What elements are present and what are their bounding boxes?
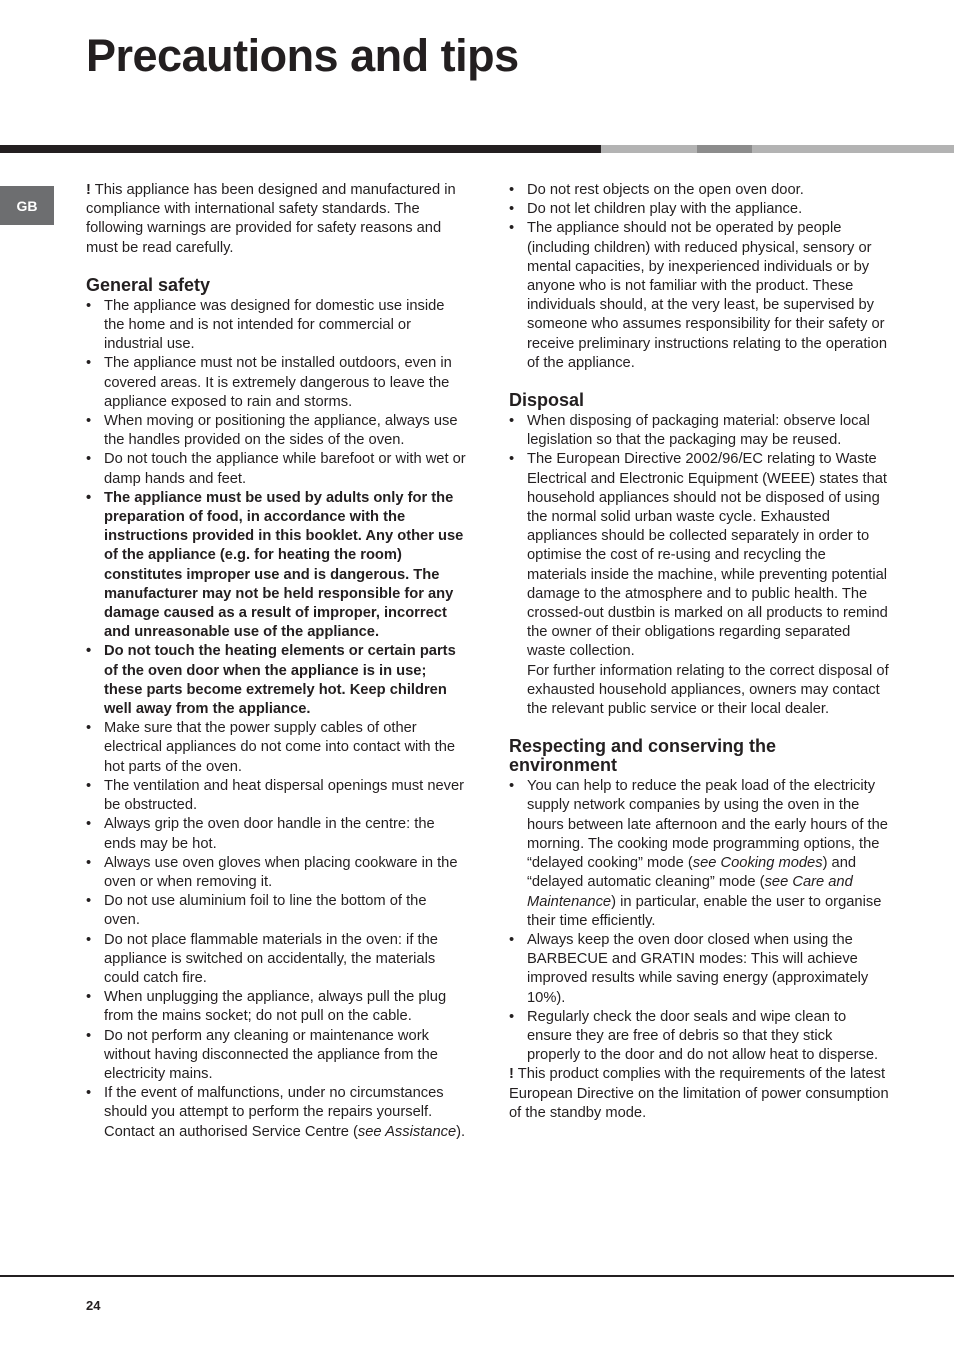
cross-reference: see Cooking modes — [692, 855, 823, 872]
cross-reference: see Care and Maintenance — [527, 874, 853, 910]
list-item-text: You can help to reduce the peak load of the electricity supply network companies by using the oven in the hours between late afternoon and the early hours of the morning. The cooking mode programming options, the “delayed cooking” mode ( — [527, 778, 888, 872]
list-item — [509, 1008, 889, 1066]
list-item — [86, 1084, 466, 1142]
cross-reference: see Assistance — [357, 1123, 457, 1140]
note-mark: ! — [86, 182, 91, 198]
disposal-list — [509, 412, 889, 662]
list-item — [86, 777, 466, 815]
bullet: • — [86, 989, 92, 1006]
list-item-text: Do not place flammable materials in the oven: if the appliance is switched on accidentally, the materials could catch fire. — [104, 931, 438, 986]
bullet: • — [509, 451, 515, 468]
bullet: • — [509, 1008, 515, 1025]
bullet: • — [86, 1027, 92, 1044]
list-item-text: ) in particular, enable the user to organise their time efficiently. — [527, 893, 882, 929]
list-item — [509, 200, 889, 219]
list-item — [86, 931, 466, 989]
header-rule-light — [601, 145, 697, 153]
list-item-text: ). — [456, 1123, 466, 1140]
list-item-text: Always use oven gloves when placing cookware in the oven or when removing it. — [104, 854, 458, 890]
intro-text: This appliance has been designed and manufactured in compliance with international safety standards. The following warnings are provided for safety reasons and must be read carefully. — [86, 182, 456, 256]
intro-note — [86, 181, 466, 258]
list-item-text: The appliance must be used by adults only for the preparation of food, in accordance with the instructions provided in this booklet. Any other use of the appliance (e.g. for heating the room) constitutes improper use and is dangerous. The manufacturer may not be held responsible for any damage caused as a result of improper, incorrect and unreasonable use of the appliance. — [104, 489, 464, 641]
final-note-text: This product complies with the requirements of the latest European Directive on the limitation of power consumption of the standby mode. — [509, 1066, 889, 1121]
bullet: • — [86, 413, 92, 430]
bullet: • — [509, 182, 515, 198]
general-safety-list — [86, 297, 466, 1142]
bullet: • — [86, 854, 92, 871]
bullet: • — [86, 489, 92, 506]
bullet: • — [509, 931, 515, 948]
list-item — [86, 815, 466, 853]
list-item-text: When disposing of packaging material: observe local legislation so that the packaging may be reused. — [527, 413, 870, 449]
list-item — [509, 219, 889, 373]
header-rule-light — [752, 145, 954, 153]
page-number: 24 — [86, 1298, 101, 1313]
list-item — [86, 892, 466, 930]
page-title: Precautions and tips — [86, 30, 519, 81]
list-item-text: The appliance should not be operated by people (including children) with reduced physical, sensory or mental capacities, by inexperienced individuals or by anyone who is not familiar with the product. These individuals should, at the very least, be supervised by someone who assumes responsibility for their safety or receive preliminary instructions relating to the operation of the appliance. — [527, 220, 888, 371]
list-item — [86, 450, 466, 488]
bullet: • — [86, 297, 92, 314]
list-item-text: If the event of malfunctions, under no circumstances should you attempt to perform the repairs yourself. Contact an authorised Service Centre ( — [104, 1085, 444, 1140]
bullet: • — [509, 778, 515, 795]
list-item — [86, 1027, 466, 1085]
list-item — [86, 354, 466, 412]
list-item-text: When moving or positioning the appliance, always use the handles provided on the sides of the oven. — [104, 413, 458, 449]
list-item-warning — [86, 489, 466, 643]
list-item-text: The European Directive 2002/96/EC relating to Waste Electrical and Electronic Equipment (WEEE) states that household appliances should not be disposed of using the normal solid urban waste cycle. Exhausted appliances should be collected separately in order to optimise the cost of re-using and recycling the materials inside the machine, while preventing potential damage to the atmosphere and to public health. The crossed-out dustbin is marked on all products to remind the owner of their obligations regarding separated waste collection. — [527, 451, 888, 660]
list-item — [509, 777, 889, 931]
bullet: • — [86, 1085, 92, 1102]
list-item — [509, 412, 889, 450]
bullet: • — [509, 220, 515, 237]
disposal-continuation: For further information relating to the correct disposal of exhausted household appliances, owners may contact the relevant public service or their local dealer. — [527, 662, 889, 718]
list-item-text: The appliance must not be installed outdoors, even in covered areas. It is extremely dangerous to leave the appliance exposed to rain and storms. — [104, 355, 452, 410]
list-item-text: Do not rest objects on the open oven door. — [527, 182, 804, 198]
list-item — [509, 931, 889, 1008]
bullet: • — [509, 201, 515, 218]
bullet: • — [86, 931, 92, 948]
list-item-text: Do not perform any cleaning or maintenance work without having disconnected the appliance from the electricity mains. — [104, 1027, 438, 1082]
environment-list — [509, 777, 889, 1065]
list-item-text: Do not touch the appliance while barefoot or with wet or damp hands and feet. — [104, 451, 466, 487]
list-item-text: Do not touch the heating elements or certain parts of the oven door when the appliance is in use; these parts become extremely hot. Keep children well away from the appliance. — [104, 643, 456, 718]
list-item-text: Regularly check the door seals and wipe clean to ensure they are free of debris so that they stick properly to the door and do not allow heat to disperse. — [527, 1008, 879, 1064]
environment-heading: Respecting and conserving the environment — [509, 736, 777, 776]
bullet: • — [86, 720, 92, 737]
footer-rule — [0, 1275, 954, 1277]
list-item-text: Make sure that the power supply cables of other electrical appliances do not come into contact with the hot parts of the oven. — [104, 720, 456, 775]
right-column — [509, 181, 889, 1123]
bullet: • — [509, 413, 515, 430]
bullet: • — [86, 451, 92, 468]
list-item-text: Always grip the oven door handle in the centre: the ends may be hot. — [104, 816, 435, 852]
list-item-text: When unplugging the appliance, always pull the plug from the mains socket; do not pull on the cable. — [104, 989, 447, 1025]
list-item — [86, 988, 466, 1026]
list-item — [86, 297, 466, 355]
list-item-text: Do not let children play with the appliance. — [527, 201, 803, 218]
bullet: • — [86, 816, 92, 833]
bullet: • — [86, 643, 92, 660]
left-column — [86, 181, 466, 1142]
list-item — [509, 181, 889, 200]
header-rule-dark — [0, 145, 601, 153]
list-item — [509, 450, 889, 661]
list-item-text: The appliance was designed for domestic use inside the home and is not intended for commercial or industrial use. — [104, 297, 445, 353]
bullet: • — [86, 893, 92, 910]
final-note — [509, 1065, 889, 1123]
note-mark: ! — [509, 1066, 514, 1083]
list-item — [86, 854, 466, 892]
list-item — [86, 412, 466, 450]
bullet: • — [86, 777, 92, 794]
language-tab: GB — [0, 186, 54, 225]
list-item-text: The ventilation and heat dispersal openings must never be obstructed. — [104, 777, 465, 814]
list-item-text: Do not use aluminium foil to line the bottom of the oven. — [104, 893, 427, 929]
header-rule-mid — [697, 145, 752, 153]
disposal-heading: Disposal — [509, 390, 585, 411]
list-item-text: Always keep the oven door closed when using the BARBECUE and GRATIN modes: This will achieve improved results while saving energy (approximately 10%). — [527, 931, 869, 1006]
list-item — [86, 719, 466, 777]
general-safety-heading: General safety — [86, 274, 211, 295]
list-item-warning — [86, 642, 466, 719]
bullet: • — [86, 355, 92, 372]
list-item-text: ) and “delayed automatic cleaning” mode ( — [527, 855, 857, 891]
general-safety-list-continued — [509, 181, 889, 373]
